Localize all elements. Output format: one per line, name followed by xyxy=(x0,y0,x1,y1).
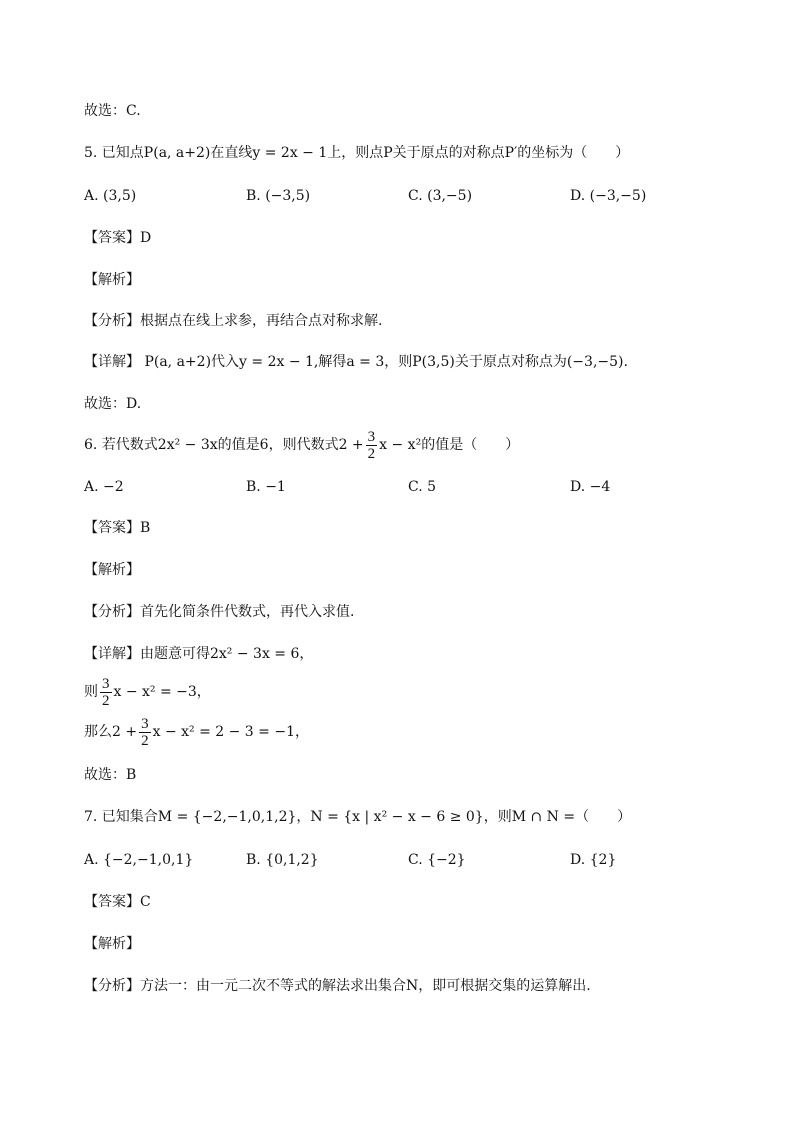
q5-option-d: D. (−3,−5) xyxy=(570,188,647,204)
q6-conclusion: 故选：B xyxy=(84,767,137,783)
q7-analysis: 【分析】方法一：由一元二次不等式的解法求出集合N，即可根据交集的运算解出. xyxy=(84,978,591,994)
q5-detail: 【详解】 P(a, a+2)代入y = 2x − 1,解得a = 3，则P(3,5)关于原点对称点为(−3,−5). xyxy=(84,354,628,370)
q6-stem-part-1: 6. 若代数式2x² − 3x的值是6，则代数式2 + xyxy=(84,437,364,453)
q6-analysis-heading: 【解析】 xyxy=(84,562,140,578)
q6-stem-part-2: x − x²的值是（ ） xyxy=(379,437,520,453)
question-5-stem: 5. 已知点P(a, a+2)在直线y = 2x − 1上，则点P关于原点的对称点P′的坐标为（ ） xyxy=(84,145,630,161)
q6-step-1-fraction xyxy=(100,676,112,709)
q6-step-1-rest: x − x² = −3， xyxy=(113,684,211,700)
q6-answer: 【答案】B xyxy=(84,520,151,536)
fraction-denominator: 2 xyxy=(367,445,376,462)
q7-option-d: D. {2} xyxy=(570,852,617,868)
fraction-numerator: 3 xyxy=(102,675,110,692)
fraction-denominator: 2 xyxy=(141,732,149,749)
q7-option-b: B. {0,1,2} xyxy=(246,852,319,868)
q6-step-2-fraction xyxy=(139,716,151,749)
prev-answer-conclusion: 故选：C. xyxy=(84,103,141,119)
q6-option-d: D. −4 xyxy=(570,479,611,495)
q7-answer: 【答案】C xyxy=(84,894,151,910)
q6-step-1-prefix: 则 xyxy=(84,684,98,700)
q6-option-a: A. −2 xyxy=(84,479,124,495)
fraction-numerator: 3 xyxy=(367,428,376,445)
q6-option-b: B. −1 xyxy=(246,479,286,495)
q6-step-2-rest: x − x² = 2 − 3 = −1， xyxy=(152,724,309,740)
fraction-numerator: 3 xyxy=(141,715,149,732)
q6-step-1 xyxy=(84,674,211,710)
question-6-stem xyxy=(84,427,519,463)
q5-option-b: B. (−3,5) xyxy=(246,188,311,204)
q6-detail: 【详解】由题意可得2x² − 3x = 6， xyxy=(84,646,314,662)
q6-stem-fraction xyxy=(366,429,378,462)
q7-option-a: A. {−2,−1,0,1} xyxy=(84,852,194,868)
question-7-stem: 7. 已知集合M = {−2,−1,0,1,2}，N = {x | x² − x − 6 ≥ 0}，则M ∩ N =（ ） xyxy=(84,809,632,825)
q5-option-c: C. (3,−5) xyxy=(408,188,473,204)
q6-option-c: C. 5 xyxy=(408,479,437,495)
fraction-denominator: 2 xyxy=(102,692,110,709)
q6-step-2-prefix: 那么2 + xyxy=(84,724,138,740)
q7-option-c: C. {−2} xyxy=(408,852,466,868)
q5-answer: 【答案】D xyxy=(84,230,152,246)
q7-analysis-heading: 【解析】 xyxy=(84,936,140,952)
q5-analysis: 【分析】根据点在线上求参，再结合点对称求解. xyxy=(84,313,383,329)
q6-step-2 xyxy=(84,714,309,750)
q6-analysis: 【分析】首先化简条件代数式，再代入求值. xyxy=(84,604,355,620)
q5-conclusion: 故选：D. xyxy=(84,396,142,412)
q5-option-a: A. (3,5) xyxy=(84,188,137,204)
q5-analysis-heading: 【解析】 xyxy=(84,272,140,288)
